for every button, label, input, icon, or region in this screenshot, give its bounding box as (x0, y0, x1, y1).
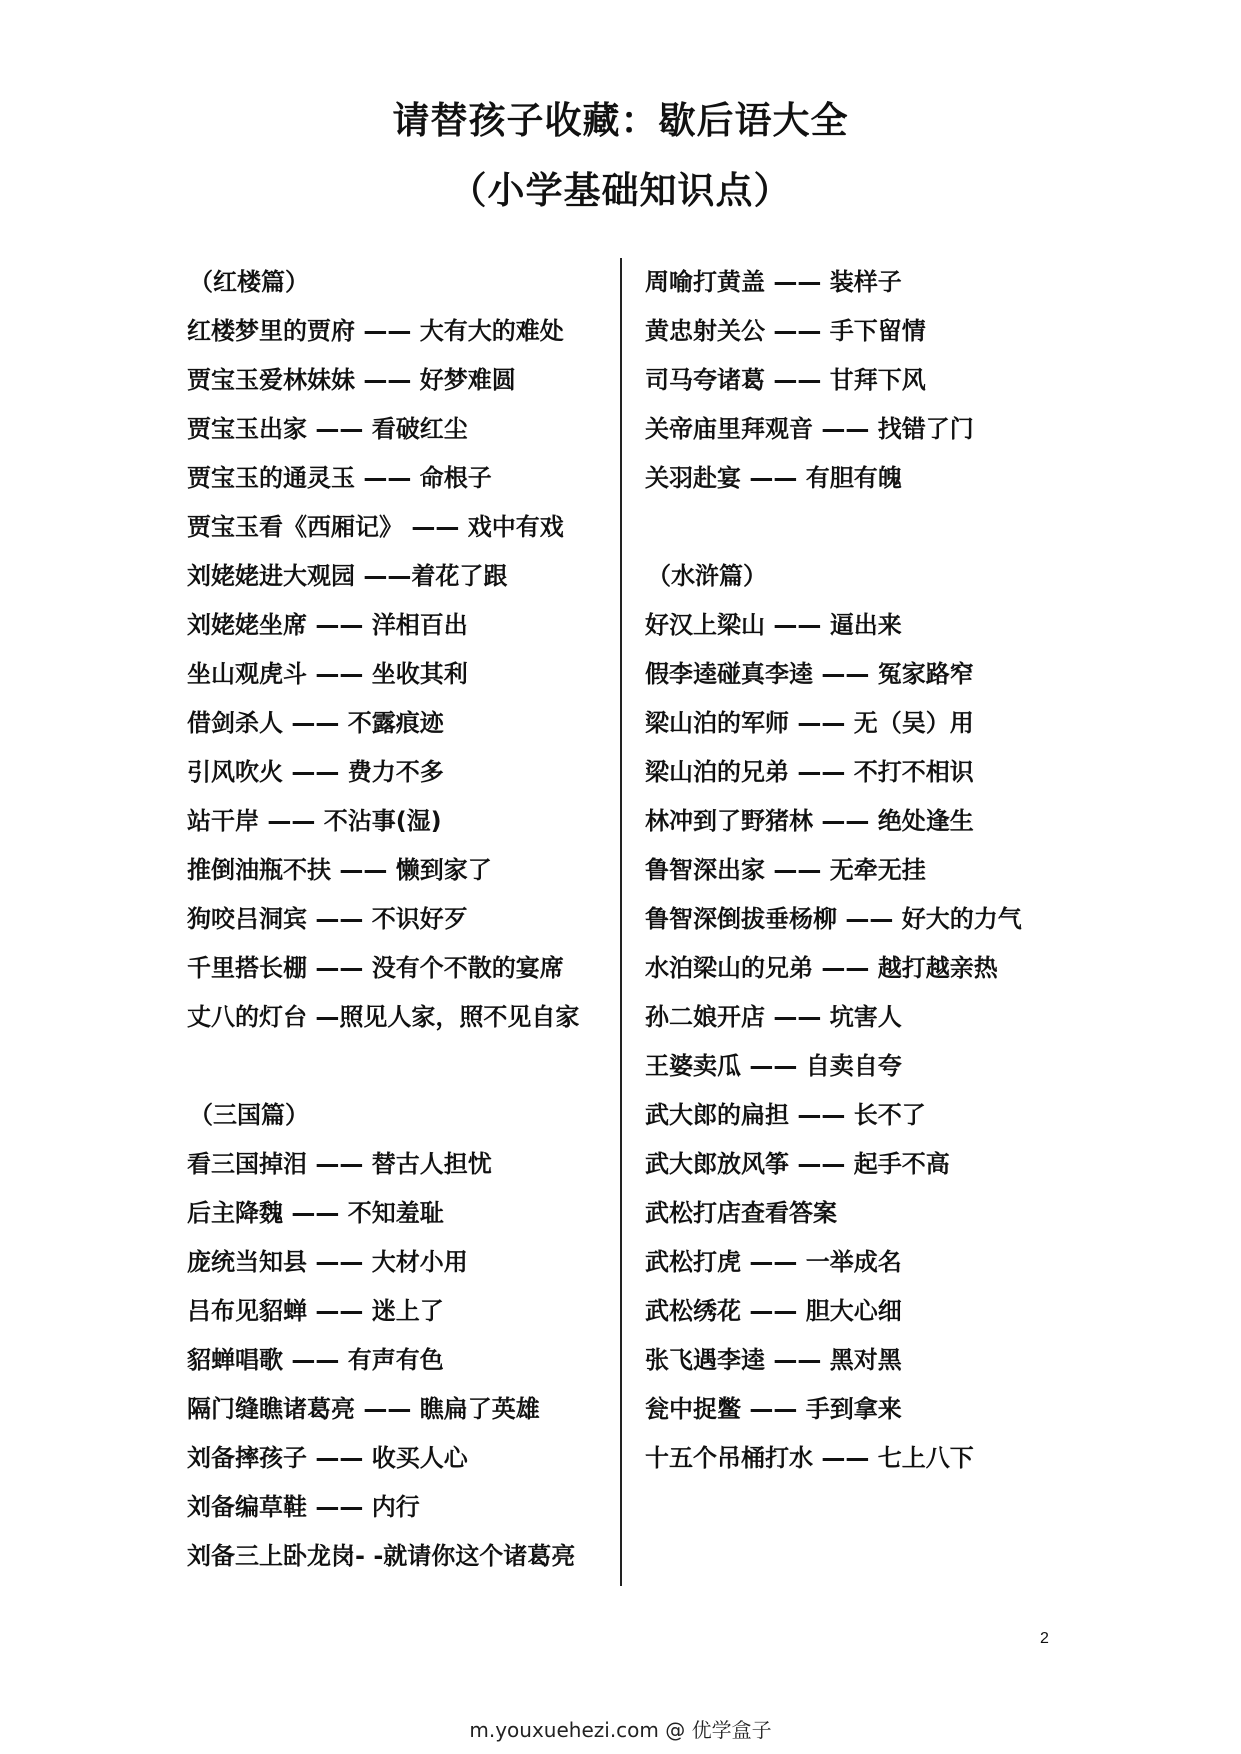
proverb-line: 刘备三上卧龙岗- -就请你这个诸葛亮 (187, 1542, 576, 1570)
proverb-line: 瓮中捉鳖 —— 手到拿来 (645, 1395, 902, 1423)
proverb-line: 十五个吊桶打水 —— 七上八下 (645, 1444, 974, 1472)
proverb-line: 引风吹火 —— 费力不多 (187, 758, 444, 786)
page-title: 请替孩子收藏：歇后语大全 (392, 99, 849, 142)
proverb-line: 坐山观虎斗 —— 坐收其利 (187, 660, 468, 688)
right-column (645, 258, 1145, 1483)
proverb-line: 梁山泊的军师 —— 无（吴）用 (645, 709, 974, 737)
proverb-line: 黄忠射关公 —— 手下留情 (645, 317, 926, 345)
proverb-line: 关帝庙里拜观音 —— 找错了门 (645, 415, 974, 443)
footer-watermark: m.youxuehezi.com @ 优学盒子 (469, 1718, 772, 1742)
proverb-line: 好汉上梁山 —— 逼出来 (645, 611, 902, 639)
proverb-line: 贾宝玉爱林妹妹 —— 好梦难圆 (187, 366, 516, 394)
proverb-line: 吕布见貂蝉 —— 迷上了 (187, 1297, 444, 1325)
proverb-line: 推倒油瓶不扶 —— 懒到家了 (187, 856, 492, 884)
proverb-line: 貂蝉唱歌 —— 有声有色 (187, 1346, 444, 1374)
proverb-line: 武松绣花 —— 胆大心细 (645, 1297, 902, 1325)
left-column (187, 258, 617, 1581)
page-number: 2 (1040, 1630, 1049, 1647)
proverb-line: 武大郎的扁担 —— 长不了 (645, 1101, 926, 1129)
proverb-line: 周喻打黄盖 —— 装样子 (645, 268, 902, 296)
proverb-line: 刘姥姥坐席 —— 洋相百出 (187, 611, 468, 639)
section-heading: （三国篇） (189, 1101, 309, 1129)
proverb-line: 鲁智深出家 —— 无牵无挂 (645, 856, 926, 884)
proverb-line: 贾宝玉的通灵玉 —— 命根子 (187, 464, 492, 492)
proverb-line: 丈八的灯台 —照见人家，照不见自家 (187, 1003, 580, 1031)
page-subtitle: （小学基础知识点） (449, 169, 792, 212)
proverb-line: 武大郎放风筝 —— 起手不高 (645, 1150, 950, 1178)
proverb-line: 鲁智深倒拔垂杨柳 —— 好大的力气 (645, 905, 1022, 933)
section-heading: （水浒篇） (647, 562, 767, 590)
proverb-line: 贾宝玉出家 —— 看破红尘 (187, 415, 468, 443)
proverb-line: 孙二娘开店 —— 坑害人 (645, 1003, 902, 1031)
proverb-line: 刘姥姥进大观园 ——着花了跟 (187, 562, 508, 590)
proverb-line: 武松打虎 —— 一举成名 (645, 1248, 902, 1276)
proverb-line: 张飞遇李逵 —— 黑对黑 (645, 1346, 902, 1374)
proverb-line: 千里搭长棚 —— 没有个不散的宴席 (187, 954, 564, 982)
proverb-line: 隔门缝瞧诸葛亮 —— 瞧扁了英雄 (187, 1395, 540, 1423)
proverb-line: 看三国掉泪 —— 替古人担忧 (187, 1150, 492, 1178)
proverb-line: 林冲到了野猪林 —— 绝处逢生 (645, 807, 974, 835)
proverb-line: 刘备摔孩子 —— 收买人心 (187, 1444, 468, 1472)
proverb-line: 红楼梦里的贾府 —— 大有大的难处 (187, 317, 564, 345)
proverb-line: 庞统当知县 —— 大材小用 (187, 1248, 468, 1276)
spacer (187, 1042, 617, 1091)
proverb-line: 武松打店查看答案 (645, 1199, 837, 1227)
proverb-line: 借剑杀人 —— 不露痕迹 (187, 709, 444, 737)
proverb-line: 梁山泊的兄弟 —— 不打不相识 (645, 758, 974, 786)
proverb-line: 贾宝玉看《西厢记》 —— 戏中有戏 (187, 513, 564, 541)
proverb-line: 假李逵碰真李逵 —— 冤家路窄 (645, 660, 974, 688)
proverb-line: 王婆卖瓜 —— 自卖自夸 (645, 1052, 902, 1080)
proverb-line: 站干岸 —— 不沾事(湿) (187, 807, 442, 835)
proverb-line: 狗咬吕洞宾 —— 不识好歹 (187, 905, 468, 933)
proverb-line: 后主降魏 —— 不知羞耻 (187, 1199, 444, 1227)
proverb-line: 刘备编草鞋 —— 内行 (187, 1493, 420, 1521)
spacer (645, 503, 1145, 552)
column-divider (620, 258, 622, 1586)
section-heading: （红楼篇） (189, 268, 309, 296)
proverb-line: 水泊梁山的兄弟 —— 越打越亲热 (645, 954, 998, 982)
proverb-line: 司马夸诸葛 —— 甘拜下风 (645, 366, 926, 394)
proverb-line: 关羽赴宴 —— 有胆有魄 (645, 464, 902, 492)
